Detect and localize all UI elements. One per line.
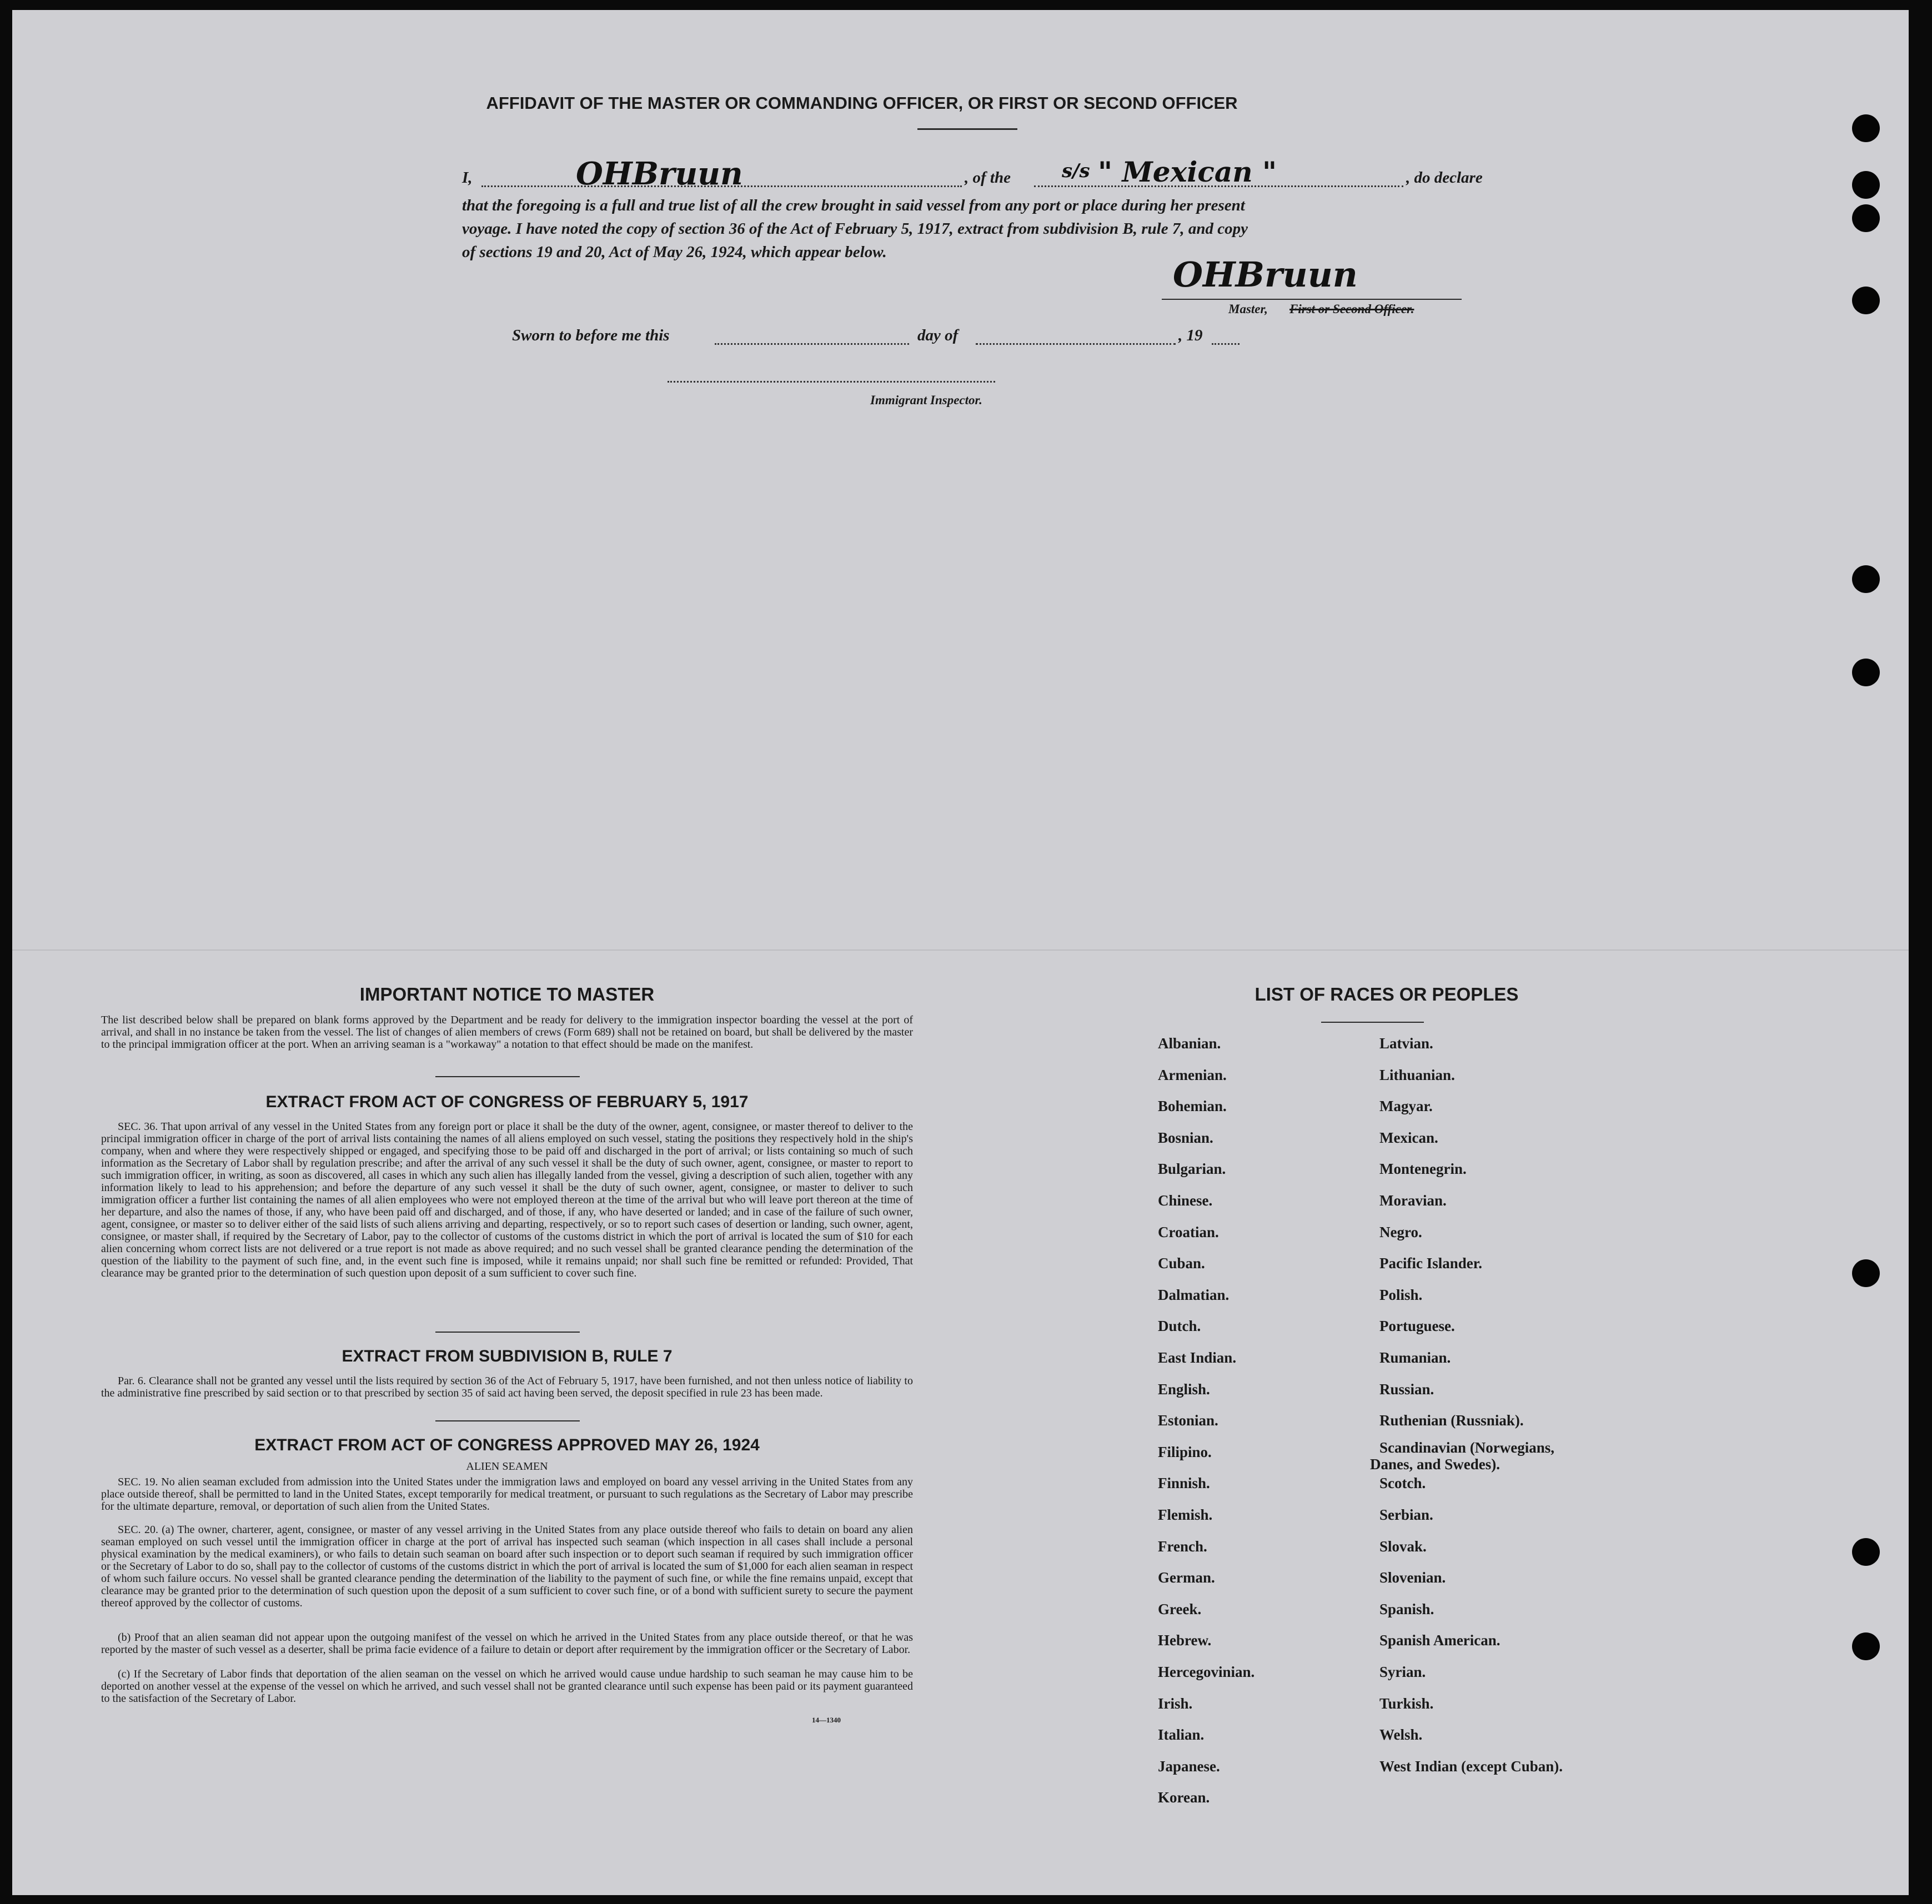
binder-hole	[1852, 171, 1880, 199]
race-item: Portuguese.	[1379, 1318, 1455, 1335]
race-item: East Indian.	[1158, 1349, 1237, 1366]
master-label: Master,	[1228, 302, 1268, 316]
alien-seamen-subtitle: ALIEN SEAMEN	[466, 1460, 548, 1473]
race-item: Slovak.	[1379, 1538, 1427, 1555]
ship-prefix: s/s	[1062, 160, 1090, 182]
race-item: Ruthenian (Russniak).	[1379, 1412, 1524, 1429]
race-item: Scotch.	[1379, 1475, 1426, 1492]
race-item: Danes, and Swedes).	[1370, 1455, 1501, 1473]
race-item: Slovenian.	[1379, 1569, 1446, 1586]
section-divider	[435, 1076, 580, 1077]
binder-hole	[1852, 1538, 1880, 1566]
binder-hole	[1852, 1632, 1880, 1660]
race-item: Negro.	[1379, 1223, 1422, 1240]
binder-hole	[1852, 287, 1880, 314]
handwritten-name: OHBruun	[576, 155, 743, 192]
race-item: Irish.	[1158, 1695, 1193, 1712]
signature-line	[1162, 299, 1462, 300]
race-item: Finnish.	[1158, 1475, 1210, 1492]
binder-hole	[1852, 204, 1880, 232]
i-label: I,	[462, 169, 473, 187]
race-item: Bosnian.	[1158, 1129, 1213, 1146]
binder-hole	[1852, 659, 1880, 686]
affidavit-line-2: that the foregoing is a full and true list of all the crew brought in said vessel from any port or place during her present	[462, 197, 1245, 214]
race-item: Japanese.	[1158, 1757, 1220, 1775]
notice-title: IMPORTANT NOTICE TO MASTER	[359, 984, 655, 1004]
struck-officer-label: First or Second Officer.	[1289, 302, 1414, 316]
race-item: Scandinavian (Norwegians,	[1379, 1439, 1555, 1456]
race-item: Dutch.	[1158, 1318, 1201, 1335]
race-item: Polish.	[1379, 1286, 1423, 1303]
affidavit-title: AFFIDAVIT OF THE MASTER OR COMMANDING OFFICER, OR FIRST OR SECOND OFFICER	[486, 93, 1238, 113]
race-item: Syrian.	[1379, 1664, 1426, 1680]
fold-crease	[12, 950, 1909, 951]
inspector-signature-line	[668, 381, 995, 383]
race-item: Hebrew.	[1158, 1632, 1212, 1649]
race-item: Estonian.	[1158, 1412, 1218, 1429]
race-item: Lithuanian.	[1379, 1066, 1455, 1083]
ship-name: " Mexican "	[1098, 155, 1277, 188]
race-item: Filipino.	[1158, 1443, 1212, 1460]
race-item: Mexican.	[1379, 1129, 1438, 1146]
race-item: Cuban.	[1158, 1255, 1205, 1272]
extract-1917-body: SEC. 36. That upon arrival of any vessel in the United States from any foreign port or place it shall be the duty of the owner, agent, consignee, or master thereof to deliver to the principal immigration officer in charge of the port of arrival lists containing the names of all aliens employed on such vessel, stating the positions they respectively hold in the ship's company, when and where they were respectively shipped or engaged, and specifying those to be paid off and discharged in the port of arrival; or lists containing so much of such information as the Secretary of Labor shall by regulation prescribe; and after the arrival of any such vessel it shall be the duty of such owner, agent, consignee, or master to report to such immigration officer, in writing, as soon as discovered, all cases in which any such alien has illegally landed from the vessel, giving a description of such alien, together with any information likely to lead to his apprehension; and before the departure of any such vessel it shall be the duty of such owner, agent, consignee, or master to deliver to such immigration officer a further list containing the names of all alien employees who were not employed thereon at the time of the arrival but who will leave port thereon at the time of her departure, and also the names of those, if any, who have been paid off and discharged, and of those, if any, who have deserted or landed; and in case of the failure of such owner, agent, consignee, or master so to deliver either of the said lists of such aliens arriving and departing, respectively, or so to report such cases of desertion or landing, such owner, agent, consignee, or master shall, if required by the Secretary of Labor, pay to the collector of customs of the customs district in which the port of arrival is located the sum of $10 for each alien concerning whom correct lists are not delivered or a true report is not made as above required; and no such vessel shall be granted clearance pending the determination of the question of the liability to the payment of such fine, and, in the event such fine is imposed, while it remains unpaid; nor shall such fine be remitted or refunded: Provided, That clearance may be granted prior to the determination of such question upon deposit of a sum sufficient to cover such fine.	[101, 1121, 913, 1279]
master-signature: OHBruun	[1173, 254, 1358, 295]
sec19-body: SEC. 19. No alien seaman excluded from admission into the United States under the immigration laws and employed on board any vessel arriving in the United States from any place outside thereof, shall be permitted to land in the United States, except temporarily for medical treatment, or pursuant to such regulations as the Secretary of Labor may prescribe for the ultimate departure, removal, or deportation of such alien from the United States.	[101, 1476, 913, 1513]
day-of-label: day of	[917, 326, 959, 344]
sworn-month-line	[976, 343, 1176, 345]
sec20a-body: SEC. 20. (a) The owner, charterer, agent, consignee, or master of any vessel arriving in the United States from any place outside thereof who fails to detain on board any alien seaman employed on such vessel until the immigration officer in charge at the port of arrival has inspected such seaman (which inspection in all cases shall include a personal physical examination by the medical examiners), or who fails to detain such seaman on board after such inspection or to deport such seaman if required by such immigration officer or the Secretary of Labor to do so, shall pay to the collector of customs of the customs district in which the port of arrival is located the sum of $1,000 for each alien seaman in respect of whom such failure occurs. No vessel shall be granted clearance pending the determination of the liability to the payment of such fine, or while the fine remains unpaid, except that clearance may be granted prior to the determination of such question upon the deposit of a sum sufficient to cover such fine, or of a bond with sufficient surety to secure the payment thereof approved by the collector of customs.	[101, 1524, 913, 1609]
race-item: German.	[1158, 1569, 1215, 1586]
section-divider	[435, 1332, 580, 1333]
extract-1917-title: EXTRACT FROM ACT OF CONGRESS OF FEBRUARY 5, 1917	[265, 1093, 749, 1111]
race-item: Montenegrin.	[1379, 1161, 1467, 1178]
inspector-label: Immigrant Inspector.	[870, 393, 982, 407]
binder-hole	[1852, 1259, 1880, 1287]
race-item: English.	[1158, 1380, 1210, 1398]
race-item: Chinese.	[1158, 1192, 1213, 1209]
race-item: Latvian.	[1379, 1035, 1433, 1052]
races-title: LIST OF RACES OR PEOPLES	[1254, 984, 1519, 1004]
sec20b-body: (b) Proof that an alien seaman did not appear upon the outgoing manifest of the vessel on which he arrived in the United States from any place outside thereof, or that he was reported by the master of such vessel as a deserter, shall be prima facie evidence of a failure to detain or deport after requirement by the immigration officer or the Secretary of Labor.	[101, 1631, 913, 1656]
race-item: Pacific Islander.	[1379, 1255, 1482, 1272]
sworn-day-line	[715, 343, 909, 345]
race-item: Serbian.	[1379, 1506, 1433, 1523]
rule7-body: Par. 6. Clearance shall not be granted any vessel until the lists required by section 36 of the Act of February 5, 1917, have been furnished, and not then unless notice of liability to the administrative fine prescribed by said section or to that prescribed by section 35 of said act having been served, the deposit specified in rule 23 has been made.	[101, 1375, 913, 1399]
race-item: Turkish.	[1379, 1695, 1434, 1712]
race-item: Spanish.	[1379, 1600, 1434, 1617]
race-item: Greek.	[1158, 1600, 1202, 1617]
races-divider	[1321, 1022, 1424, 1023]
race-item: Bulgarian.	[1158, 1161, 1226, 1178]
affidavit-line-3: voyage. I have noted the copy of section 36 of the Act of February 5, 1917, extract from subdivision B, rule 7, and copy	[462, 220, 1248, 238]
race-item: French.	[1158, 1538, 1207, 1555]
race-item: Russian.	[1379, 1380, 1434, 1398]
race-item: Korean.	[1158, 1789, 1210, 1806]
race-item: Welsh.	[1379, 1726, 1423, 1744]
race-item: Flemish.	[1158, 1506, 1213, 1523]
year-blank-line	[1212, 343, 1240, 345]
race-item: Albanian.	[1158, 1035, 1221, 1052]
race-item: West Indian (except Cuban).	[1379, 1757, 1563, 1775]
title-divider	[917, 128, 1017, 130]
binder-hole	[1852, 565, 1880, 593]
race-item: Armenian.	[1158, 1066, 1227, 1083]
race-item: Italian.	[1158, 1726, 1205, 1744]
extract-1924-title: EXTRACT FROM ACT OF CONGRESS APPROVED MAY 26, 1924	[254, 1436, 760, 1454]
race-item: Spanish American.	[1379, 1632, 1501, 1649]
notice-body: The list described below shall be prepared on blank forms approved by the Department and be ready for delivery to the immigration inspector boarding the vessel at the port of arrival, and shall in no instance be taken from the vessel. The list of changes of alien members of crews (Form 689) shall not be retained on board, but shall be delivered by the master to the principal immigration officer at the port. When an arriving seaman is a "workaway" a notation to that effect should be made on the manifest.	[101, 1014, 913, 1051]
sworn-label: Sworn to before me this	[512, 326, 670, 344]
do-declare-label: , do declare	[1406, 169, 1483, 187]
race-item: Moravian.	[1379, 1192, 1447, 1209]
rule7-title: EXTRACT FROM SUBDIVISION B, RULE 7	[342, 1347, 673, 1365]
document-page	[12, 10, 1909, 1895]
section-divider	[435, 1420, 580, 1421]
year-label: , 19	[1178, 326, 1203, 344]
race-item: Dalmatian.	[1158, 1286, 1230, 1303]
affidavit-line-4: of sections 19 and 20, Act of May 26, 1924, which appear below.	[462, 243, 887, 261]
race-item: Hercegovinian.	[1158, 1664, 1255, 1680]
form-number: 14—1340	[812, 1716, 841, 1724]
of-the-label: , of the	[965, 169, 1011, 187]
race-item: Rumanian.	[1379, 1349, 1451, 1366]
race-item: Magyar.	[1379, 1098, 1433, 1115]
sec20c-body: (c) If the Secretary of Labor finds that deportation of the alien seaman on the vessel on which he arrived would cause undue hardship to such seaman he may cause him to be deported on another vessel at the expense of the vessel on which he arrived, and such vessel shall not be granted clearance until such expense has been paid or its payment guaranteed to the satisfaction of the Secretary of Labor.	[101, 1668, 913, 1705]
race-item: Croatian.	[1158, 1223, 1219, 1240]
binder-hole	[1852, 114, 1880, 142]
race-item: Bohemian.	[1158, 1098, 1227, 1115]
